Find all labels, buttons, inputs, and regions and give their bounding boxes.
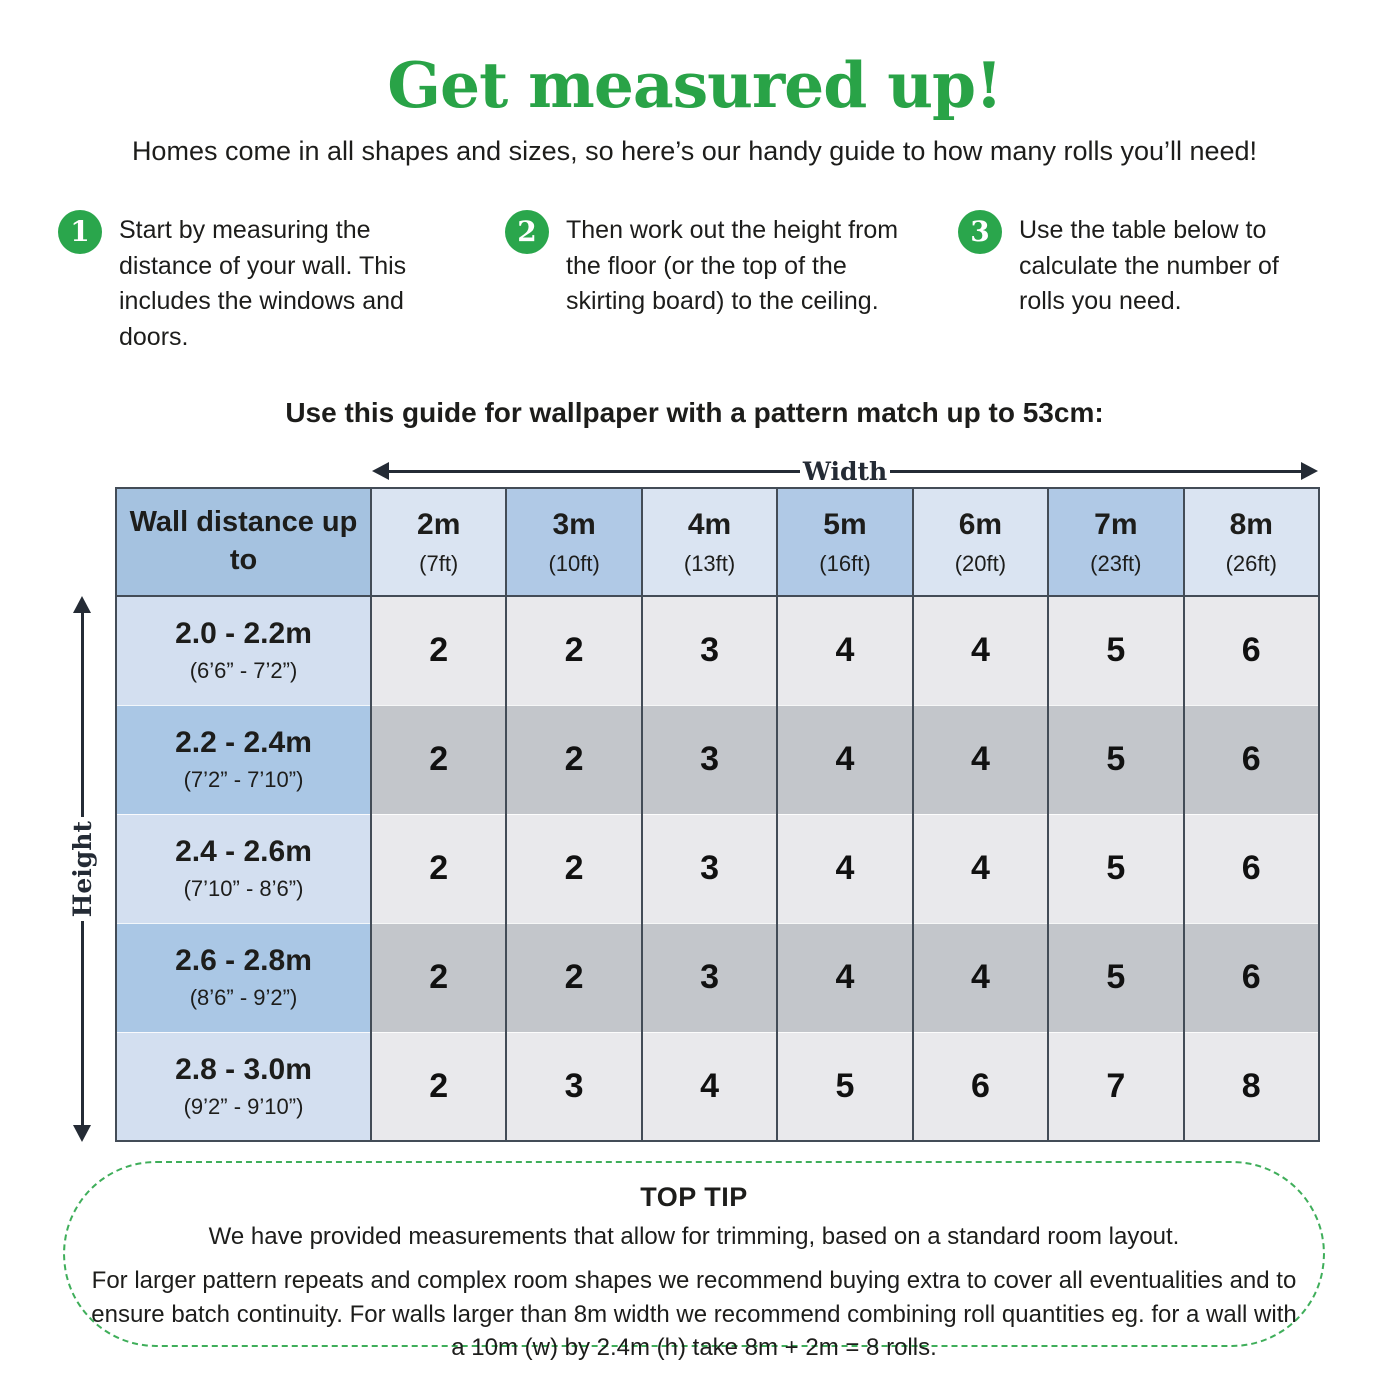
rolls-value: 3 (642, 923, 777, 1032)
height-arrow-line (81, 613, 84, 817)
rolls-value: 5 (1048, 705, 1183, 814)
column-sublabel: (7ft) (419, 550, 459, 576)
row-range: 2.6 - 2.8m (175, 944, 312, 977)
top-tip-box (63, 1161, 1325, 1362)
step-2-text: Then work out the height from the floor (or the top of the skirting board) to the ceiling. (566, 216, 899, 315)
step-1 (58, 210, 449, 355)
column-label: 4m (687, 507, 732, 541)
rolls-value: 3 (506, 1032, 641, 1141)
row-range-sub: (7’2” - 7’10”) (183, 767, 304, 792)
column-sublabel: (20ft) (954, 550, 1007, 576)
row-range-sub: (7’10” - 8’6”) (183, 876, 304, 901)
rolls-value: 8 (1184, 1032, 1319, 1141)
row-range: 2.2 - 2.4m (175, 726, 312, 759)
step-3-number-badge: 3 (958, 210, 1002, 254)
height-axis-label: Height (67, 820, 97, 918)
rolls-value: 2 (371, 705, 506, 814)
column-header-4m (642, 488, 777, 596)
table-row (116, 596, 1319, 705)
arrowhead-up-icon (73, 596, 91, 613)
guide-heading: Use this guide for wallpaper with a pattern match up to 53cm: (285, 397, 1104, 428)
rolls-lookup-table (115, 487, 1320, 1142)
row-header (116, 814, 371, 923)
row-range-sub: (9’2” - 9’10”) (183, 1093, 304, 1119)
page-title: Get measured up! (387, 48, 1002, 122)
column-label: 5m (823, 507, 867, 541)
table-header-row (116, 488, 1319, 596)
rolls-value: 2 (371, 596, 506, 705)
rolls-value: 5 (1048, 596, 1183, 705)
step-2 (505, 210, 911, 320)
step-3 (958, 210, 1324, 320)
column-label: 6m (958, 507, 1003, 541)
column-label: 8m (1229, 507, 1273, 541)
rolls-value: 3 (642, 814, 777, 923)
column-header-7m (1048, 488, 1183, 596)
column-sublabel: (23ft) (1090, 550, 1142, 576)
row-header (116, 596, 371, 705)
rolls-value: 6 (1184, 705, 1319, 814)
width-axis-label: Width (802, 456, 888, 486)
row-range-sub: (6’6” - 7’2”) (189, 658, 298, 684)
step-1-text: Start by measuring the distance of your wall. This includes the windows and doors. (119, 216, 407, 351)
row-range: 2.4 - 2.6m (175, 835, 312, 868)
width-axis-arrow (372, 458, 1318, 484)
column-header-6m (913, 488, 1048, 596)
row-header (116, 1032, 371, 1141)
height-axis-arrow (60, 596, 104, 1142)
row-range: 2.8 - 3.0m (175, 1052, 312, 1086)
rolls-value: 6 (913, 1032, 1048, 1141)
rolls-value: 2 (371, 1032, 506, 1141)
rolls-value: 4 (642, 1032, 777, 1141)
column-label: 3m (552, 507, 596, 541)
table-row (116, 1032, 1319, 1141)
row-header (116, 923, 371, 1032)
rolls-value: 2 (371, 814, 506, 923)
rolls-value: 4 (777, 596, 912, 705)
column-header-5m (777, 488, 912, 596)
table-row (116, 705, 1319, 814)
column-sublabel: (10ft) (548, 550, 600, 576)
step-1-number-badge: 1 (58, 210, 102, 254)
width-arrow-line (890, 470, 1301, 473)
rolls-value: 5 (1048, 923, 1183, 1032)
rolls-value: 3 (642, 705, 777, 814)
rolls-value: 3 (642, 596, 777, 705)
rolls-value: 4 (913, 923, 1048, 1032)
column-label: 2m (417, 507, 461, 541)
page-subtitle: Homes come in all shapes and sizes, so here’s our handy guide to how many rolls you’ll need! (131, 136, 1258, 166)
arrowhead-left-icon (372, 462, 389, 480)
top-tip-line2: For larger pattern repeats and complex room shapes we recommend buying extra to cover all eventualities and to ensure batch continuity. For walls larger than 8m width we recommend combining roll quantities eg. for a wall with a 10m (w) by 2.4m (h) take 8m + 2m = 8 rolls. (91, 1267, 1297, 1362)
arrowhead-down-icon (73, 1125, 91, 1142)
rolls-value: 4 (913, 596, 1048, 705)
width-arrow-line (389, 470, 800, 473)
arrowhead-right-icon (1301, 462, 1318, 480)
row-header (116, 705, 371, 814)
rolls-value: 2 (371, 923, 506, 1032)
rolls-value: 2 (506, 814, 641, 923)
column-header-8m (1184, 488, 1319, 596)
rolls-value: 6 (1184, 596, 1319, 705)
rolls-value: 6 (1184, 814, 1319, 923)
row-range-sub: (8’6” - 9’2”) (189, 985, 298, 1010)
row-range: 2.0 - 2.2m (175, 617, 312, 651)
height-arrow-line (81, 921, 84, 1125)
table-corner-heading: Wall distance up to (116, 488, 371, 596)
rolls-value: 2 (506, 923, 641, 1032)
rolls-value: 7 (1048, 1032, 1183, 1141)
top-tip-heading: TOP TIP (640, 1182, 748, 1212)
column-sublabel: (26ft) (1225, 550, 1277, 576)
rolls-value: 4 (777, 923, 912, 1032)
rolls-value: 4 (913, 705, 1048, 814)
table-row (116, 814, 1319, 923)
rolls-value: 5 (1048, 814, 1183, 923)
column-header-2m (371, 488, 506, 596)
rolls-value: 4 (777, 705, 912, 814)
column-header-3m (506, 488, 641, 596)
column-label: 7m (1094, 507, 1138, 541)
column-sublabel: (13ft) (683, 550, 736, 576)
step-2-number-badge: 2 (505, 210, 549, 254)
rolls-value: 4 (777, 814, 912, 923)
table-row (116, 923, 1319, 1032)
rolls-value: 2 (506, 705, 641, 814)
rolls-value: 4 (913, 814, 1048, 923)
rolls-value: 5 (777, 1032, 912, 1141)
rolls-value: 2 (506, 596, 641, 705)
column-sublabel: (16ft) (819, 550, 871, 576)
top-tip-line1: We have provided measurements that allow for trimming, based on a standard room layout. (208, 1223, 1180, 1250)
step-3-text: Use the table below to calculate the number of rolls you need. (1019, 216, 1279, 315)
rolls-value: 6 (1184, 923, 1319, 1032)
